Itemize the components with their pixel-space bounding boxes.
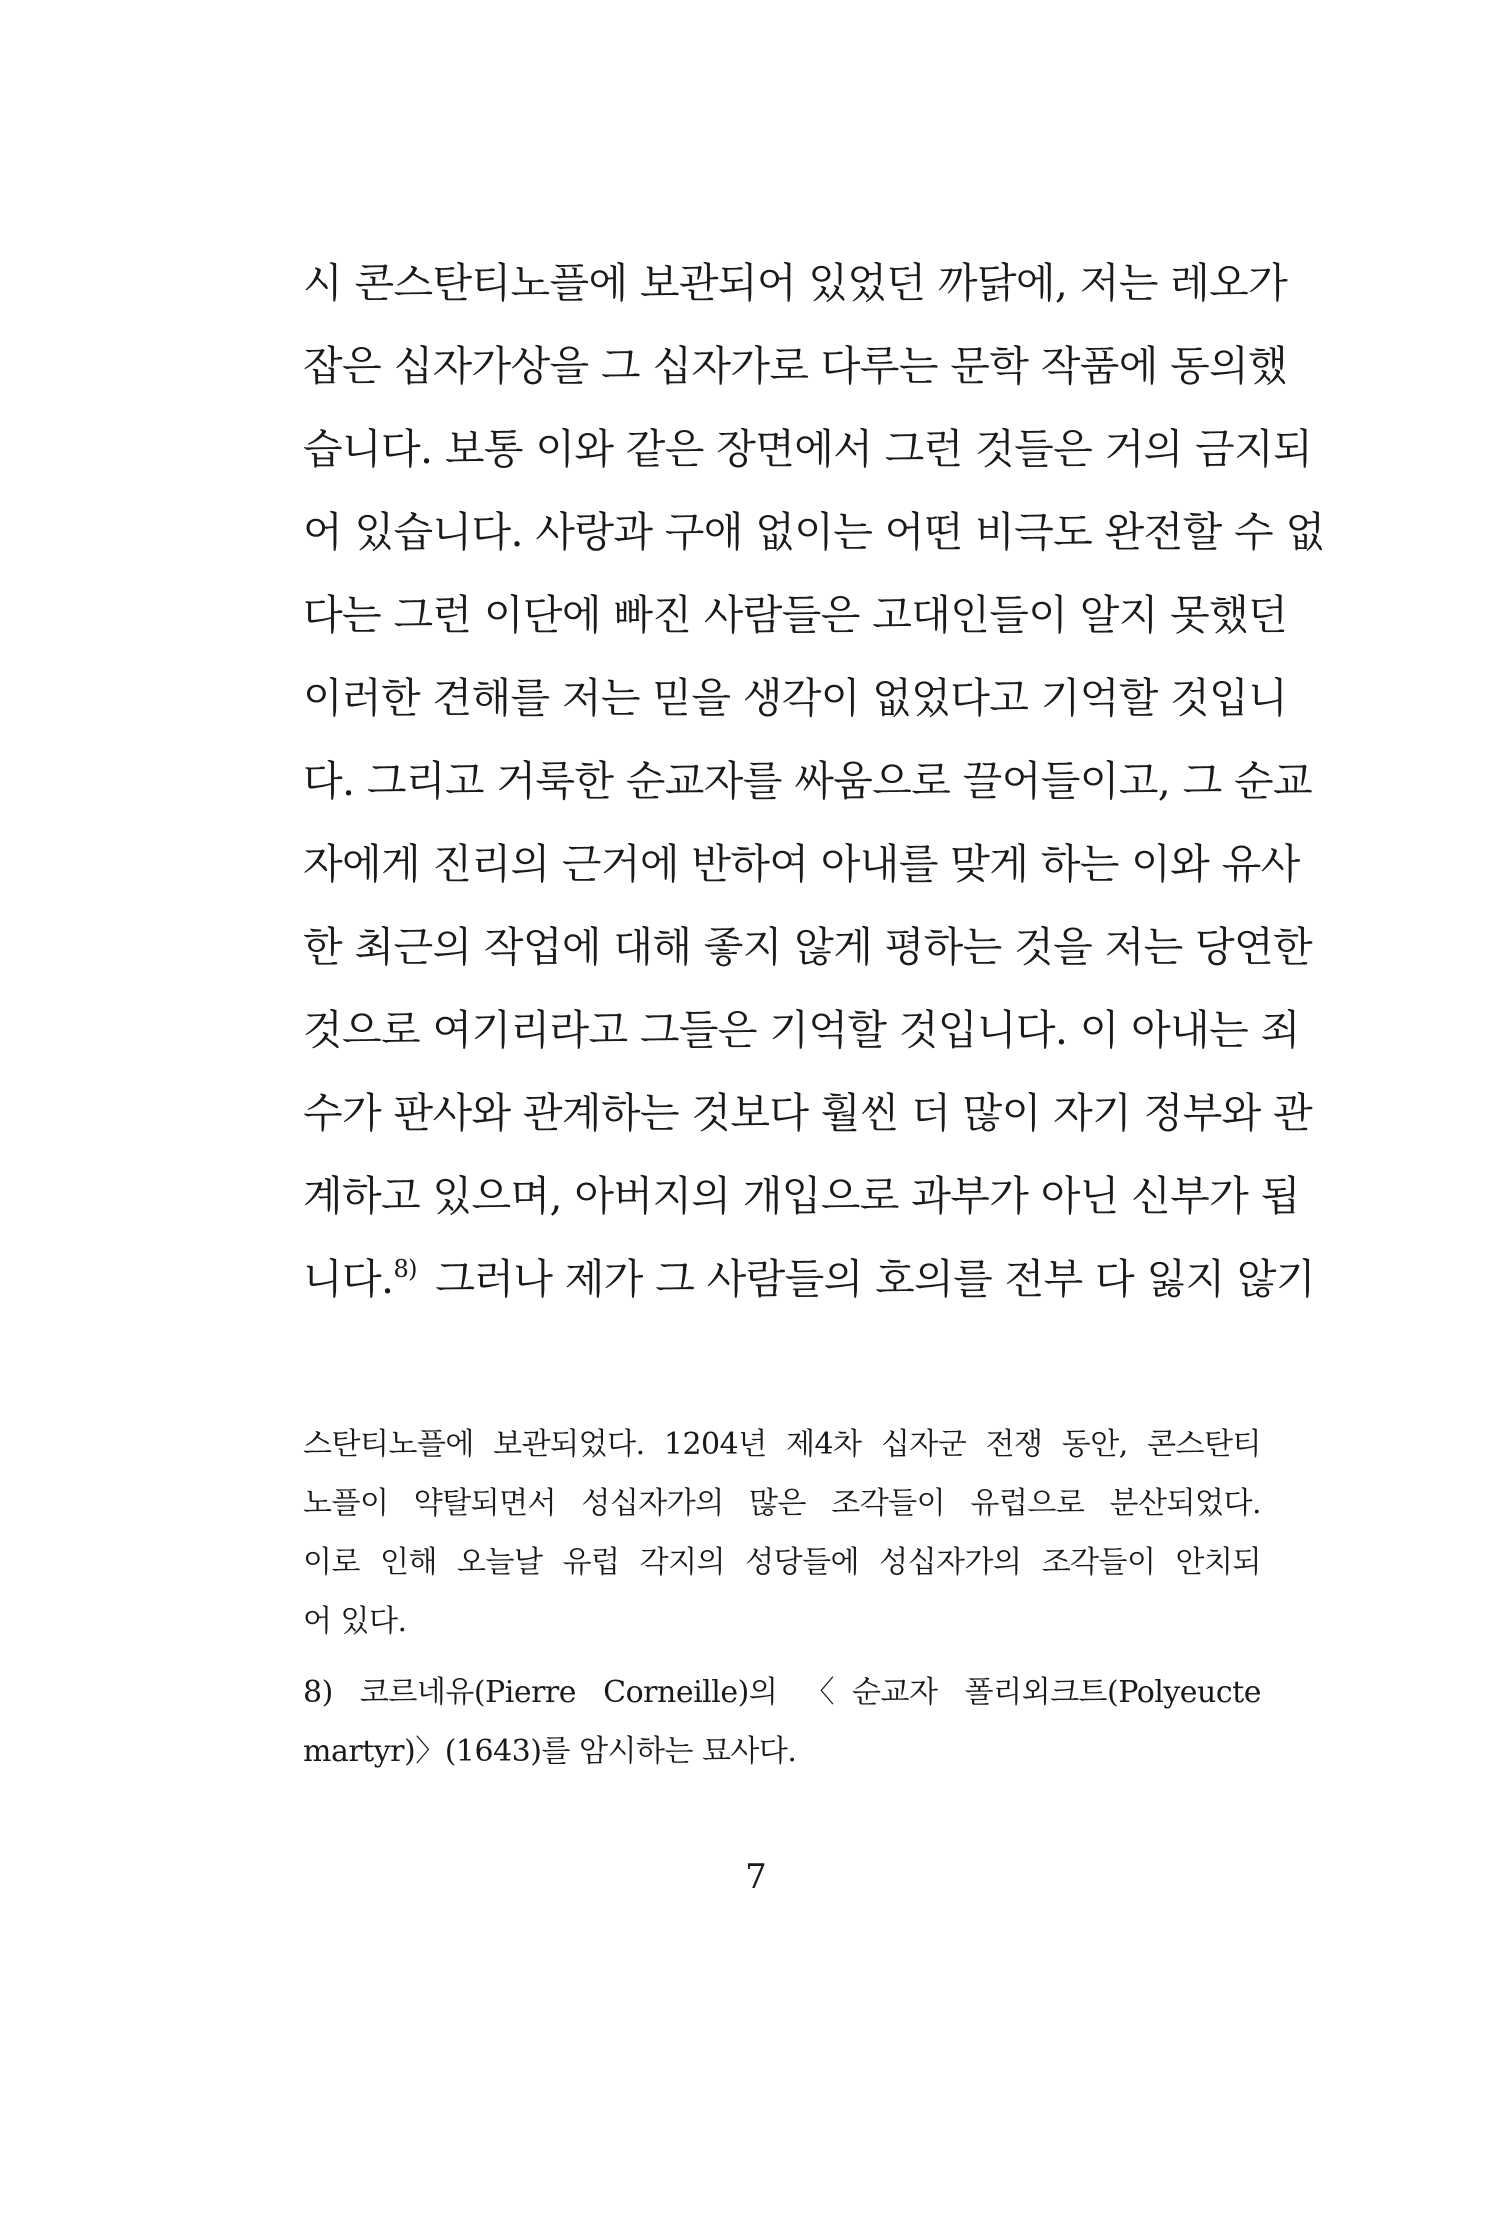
body-line: 시 콘스탄티노플에 보관되어 있었던 까닭에, 저는 레오가	[303, 259, 1288, 307]
body-line-last	[303, 1238, 1315, 1321]
body-line-last-start: 니다.	[303, 1255, 394, 1303]
footnote-line: 어 있다.	[303, 1604, 407, 1639]
footnote-spacer	[303, 1651, 1261, 1663]
body-text	[303, 242, 1325, 1321]
footnote-8-line: martyr)〉(1643)를 암시하는 묘사다.	[303, 1734, 797, 1769]
body-line: 어 있습니다. 사랑과 구애 없이는 어떤 비극도 완전할 수 없	[303, 508, 1325, 556]
body-line: 한 최근의 작업에 대해 좋지 않게 평하는 것을 저는 당연한	[303, 923, 1313, 971]
body-line: 습니다. 보통 이와 같은 장면에서 그런 것들은 거의 금지되	[303, 425, 1313, 473]
body-line: 이러한 견해를 저는 믿을 생각이 없었다고 기억할 것입니	[303, 674, 1288, 722]
footnote-8-line: 8) 코르네유(Pierre Corneille)의 〈순교자 폴리외크트(Polyeucte	[303, 1675, 1261, 1710]
page-number: 7	[745, 1857, 767, 1897]
footnotes	[303, 1415, 1261, 1781]
body-line: 잡은 십자가상을 그 십자가로 다루는 문학 작품에 동의했	[303, 342, 1288, 390]
body-line: 다. 그리고 거룩한 순교자를 싸움으로 끌어들이고, 그 순교	[303, 757, 1313, 805]
body-line-last-end: 그러나 제가 그 사람들의 호의를 전부 다 잃지 않기	[435, 1255, 1315, 1303]
body-line: 다는 그런 이단에 빠진 사람들은 고대인들이 알지 못했던	[303, 591, 1288, 639]
footnote-line: 노플이 약탈되면서 성십자가의 많은 조각들이 유럽으로 분산되었다.	[303, 1486, 1261, 1521]
footnote-line: 이로 인해 오늘날 유럽 각지의 성당들에 성십자가의 조각들이 안치되	[303, 1545, 1261, 1580]
footnote-line: 스탄티노플에 보관되었다. 1204년 제4차 십자군 전쟁 동안, 콘스탄티	[303, 1427, 1261, 1462]
body-line: 자에게 진리의 근거에 반하여 아내를 맞게 하는 이와 유사	[303, 840, 1300, 888]
body-line: 수가 판사와 관계하는 것보다 훨씬 더 많이 자기 정부와 관	[303, 1089, 1313, 1137]
body-line: 것으로 여기리라고 그들은 기억할 것입니다. 이 아내는 죄	[303, 1006, 1300, 1054]
body-line: 계하고 있으며, 아버지의 개입으로 과부가 아닌 신부가 됩	[303, 1172, 1300, 1220]
footnote-reference-8[interactable]: 8)	[393, 1255, 417, 1283]
